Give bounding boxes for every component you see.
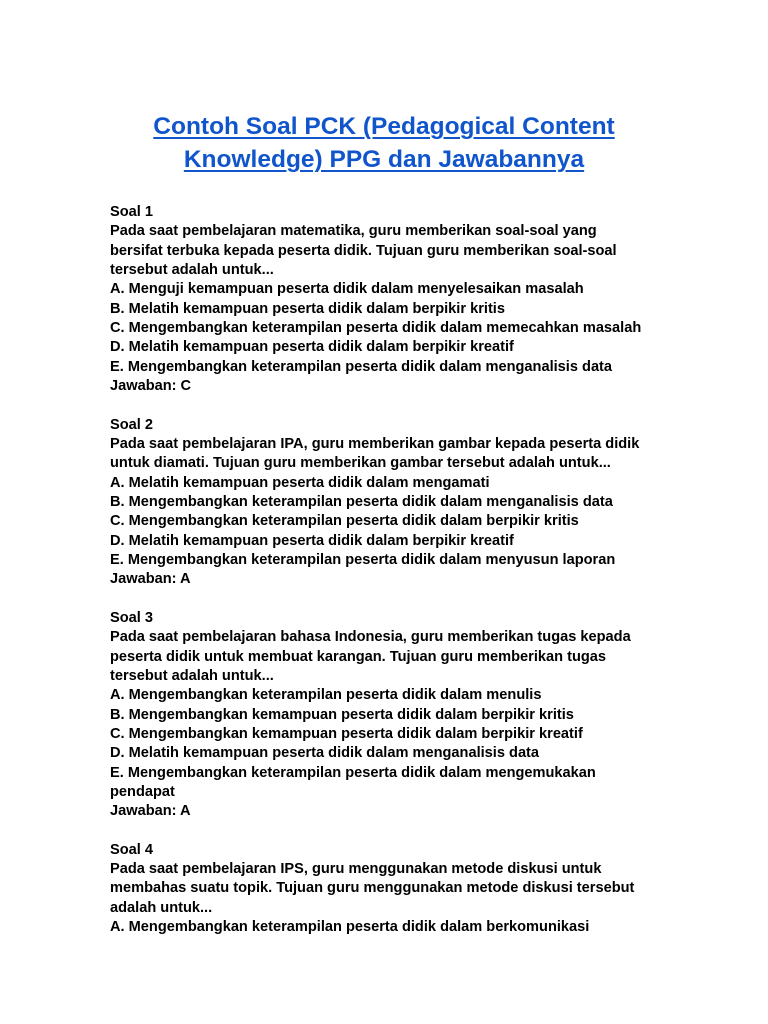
- question-text-line: Pada saat pembelajaran bahasa Indonesia, guru memberikan tugas kepada: [110, 629, 631, 646]
- question-text-line: peserta didik untuk membuat karangan. Tujuan guru memberikan tugas: [110, 648, 607, 665]
- question-text-line: membahas suatu topik. Tujuan guru menggunakan metode diskusi tersebut: [110, 880, 635, 897]
- question-label: Soal 1: [110, 204, 153, 220]
- answer-option: A. Mengembangkan keterampilan peserta didik dalam berkomunikasi: [110, 919, 590, 936]
- answer-option: pendapat: [110, 783, 175, 800]
- question-text-line: Pada saat pembelajaran matematika, guru memberikan soal-soal yang: [110, 223, 597, 240]
- answer-option: E. Mengembangkan keterampilan peserta didik dalam menganalisis data: [110, 358, 613, 375]
- question-list: [110, 203, 710, 957]
- page-title[interactable]: [100, 110, 668, 176]
- question-text-line: adalah untuk...: [110, 899, 213, 916]
- answer-option: C. Mengembangkan keterampilan peserta didik dalam berpikir kritis: [110, 513, 579, 530]
- answer-option: D. Melatih kemampuan peserta didik dalam berpikir kreatif: [110, 339, 514, 356]
- answer-key: Jawaban: C: [110, 377, 192, 394]
- question-label: Soal 4: [110, 841, 153, 858]
- question-text-line: Pada saat pembelajaran IPA, guru memberikan gambar kepada peserta didik: [110, 435, 640, 452]
- question-label: Soal 3: [110, 609, 153, 626]
- answer-option: E. Mengembangkan keterampilan peserta didik dalam menyusun laporan: [110, 551, 616, 568]
- answer-option: A. Melatih kemampuan peserta didik dalam mengamati: [110, 474, 490, 491]
- answer-option: C. Mengembangkan kemampuan peserta didik dalam berpikir kreatif: [110, 725, 583, 742]
- question-text-line: tersebut adalah untuk...: [110, 667, 274, 684]
- answer-option: B. Mengembangkan keterampilan peserta didik dalam menganalisis data: [110, 493, 613, 510]
- answer-option: D. Melatih kemampuan peserta didik dalam menganalisis data: [110, 745, 540, 762]
- answer-option: E. Mengembangkan keterampilan peserta didik dalam mengemukakan: [110, 764, 596, 781]
- question-block: [110, 609, 710, 822]
- answer-key: Jawaban: A: [110, 571, 191, 588]
- answer-option: B. Mengembangkan kemampuan peserta didik dalam berpikir kritis: [110, 706, 574, 723]
- title-line: Knowledge) PPG dan Jawabannya: [183, 146, 585, 173]
- question-label: Soal 2: [110, 416, 153, 433]
- answer-option: C. Mengembangkan keterampilan peserta didik dalam memecahkan masalah: [110, 319, 642, 336]
- question-text-line: Pada saat pembelajaran IPS, guru menggunakan metode diskusi untuk: [110, 861, 602, 878]
- answer-key: Jawaban: A: [110, 803, 191, 820]
- answer-option: A. Mengembangkan keterampilan peserta didik dalam menulis: [110, 687, 542, 704]
- question-block: [110, 203, 710, 396]
- title-line: Contoh Soal PCK (Pedagogical Content: [153, 113, 615, 140]
- answer-option: A. Menguji kemampuan peserta didik dalam menyelesaikan masalah: [110, 281, 584, 298]
- question-text-line: bersifat terbuka kepada peserta didik. Tujuan guru memberikan soal-soal: [110, 242, 617, 259]
- answer-option: D. Melatih kemampuan peserta didik dalam berpikir kreatif: [110, 532, 514, 549]
- question-text-line: untuk diamati. Tujuan guru memberikan gambar tersebut adalah untuk...: [110, 455, 611, 472]
- question-block: [110, 841, 710, 938]
- question-block: [110, 416, 710, 590]
- answer-option: B. Melatih kemampuan peserta didik dalam berpikir kritis: [110, 300, 505, 317]
- question-text-line: tersebut adalah untuk...: [110, 261, 274, 278]
